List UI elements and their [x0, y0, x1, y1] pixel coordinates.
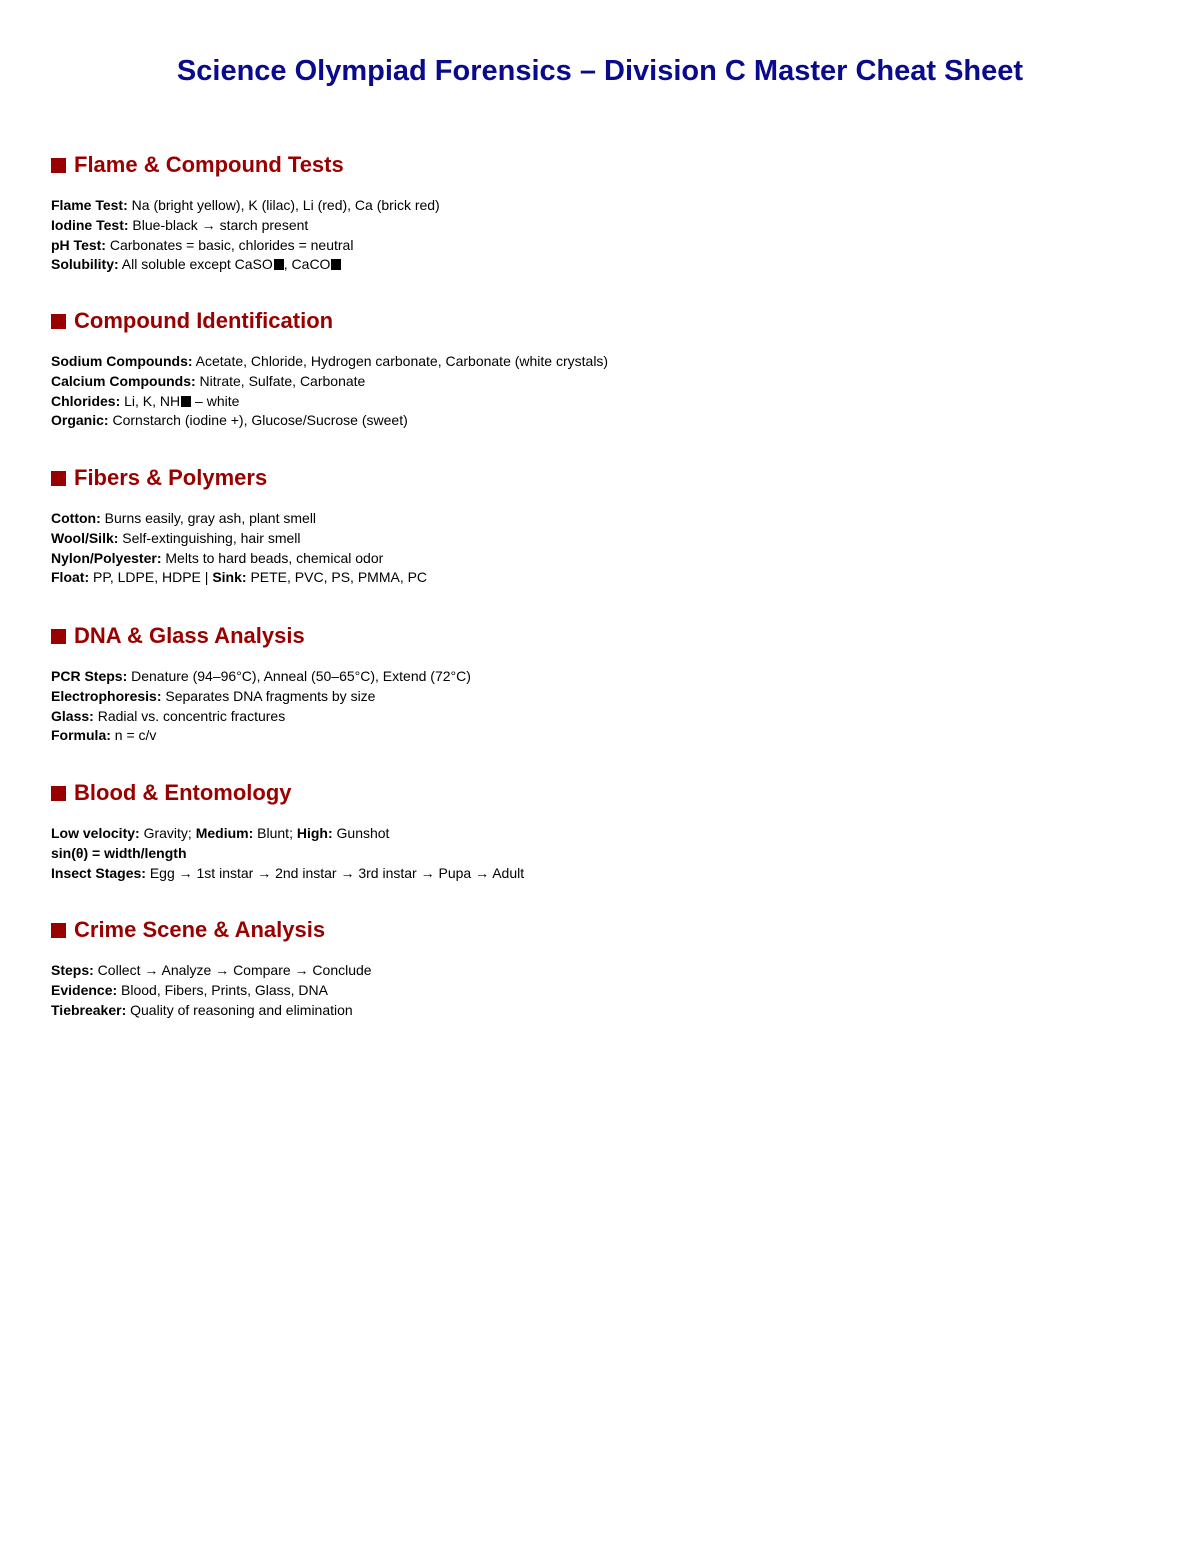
line-label: Iodine Test:	[51, 216, 129, 233]
content-line	[51, 509, 1151, 529]
line-text: Nitrate, Sulfate, Carbonate	[195, 372, 366, 389]
content-line	[51, 864, 1151, 884]
content-line	[51, 687, 1151, 707]
content-line	[51, 196, 1151, 216]
content-line	[51, 392, 1151, 412]
line-text: Gunshot	[332, 825, 390, 841]
line-label: Low velocity:	[51, 825, 140, 841]
content-line	[51, 667, 1151, 687]
square-bullet-icon	[51, 158, 66, 173]
line-text: Acetate, Chloride, Hydrogen carbonate, Carbonate (white crystals)	[192, 353, 609, 369]
line-text: – white	[191, 392, 240, 409]
line-text: PETE, PVC, PS, PMMA, PC	[246, 569, 428, 586]
line-text: All soluble except CaSO	[118, 256, 273, 273]
line-text: Li, K, NH	[120, 392, 181, 409]
line-text: n = c/v	[110, 727, 157, 744]
section-lines	[51, 667, 1151, 746]
content-line	[51, 352, 1151, 372]
square-bullet-icon	[51, 786, 66, 801]
line-label: High:	[296, 825, 333, 841]
content-line	[51, 568, 1151, 588]
content-line	[51, 216, 1151, 236]
content-line	[51, 961, 1151, 981]
line-text: Self-extinguishing, hair smell	[118, 529, 301, 546]
line-text: Na (bright yellow), K (lilac), Li (red), Ca (brick red)	[127, 197, 440, 213]
content-line	[51, 255, 1151, 275]
content-line	[51, 707, 1151, 727]
line-text: Separates DNA fragments by size	[161, 687, 376, 704]
line-label: Steps:	[51, 962, 94, 978]
line-text: Quality of reasoning and elimination	[126, 1001, 353, 1018]
line-label: Chlorides:	[51, 392, 121, 409]
section-heading-text: Flame & Compound Tests	[74, 152, 344, 177]
line-text: PP, LDPE, HDPE |	[89, 569, 213, 586]
section-heading	[51, 622, 1151, 650]
section-heading	[51, 151, 1151, 179]
line-text: , CaCO	[283, 256, 331, 273]
line-label: Tiebreaker:	[51, 1001, 127, 1018]
line-label: PCR Steps:	[51, 668, 128, 684]
line-text: Burns easily, gray ash, plant smell	[100, 510, 317, 526]
line-text: Cornstarch (iodine +), Glucose/Sucrose (sweet)	[108, 412, 408, 429]
line-label: Float:	[51, 569, 90, 586]
section-heading-text: Crime Scene & Analysis	[74, 917, 326, 942]
line-label: Solubility:	[51, 256, 119, 273]
content-line	[51, 844, 1151, 864]
line-label: Electrophoresis:	[51, 687, 162, 704]
line-text: Gravity;	[139, 825, 196, 841]
line-label: Sink:	[212, 569, 247, 586]
line-text: Blue-black → starch present	[128, 216, 309, 233]
content-line	[51, 1001, 1151, 1021]
line-label: Evidence:	[51, 981, 118, 998]
line-text: Radial vs. concentric fractures	[93, 707, 286, 724]
line-text: Egg → 1st instar → 2nd instar → 3rd instar → Pupa → Adult	[145, 864, 525, 881]
line-label: Medium:	[195, 825, 254, 841]
square-bullet-icon	[51, 629, 66, 644]
line-text: Blood, Fibers, Prints, Glass, DNA	[117, 981, 328, 998]
content-line	[51, 549, 1151, 569]
line-label: pH Test:	[51, 236, 106, 253]
line-label: Calcium Compounds:	[51, 372, 196, 389]
section-heading	[51, 916, 1151, 944]
square-bullet-icon	[51, 314, 66, 329]
square-bullet-icon	[51, 923, 66, 938]
line-text: Blunt;	[253, 825, 297, 841]
section-heading	[51, 307, 1151, 335]
section-fibers-polymers	[51, 464, 1151, 588]
section-lines	[51, 509, 1151, 588]
section-heading-text: Compound Identification	[74, 308, 334, 333]
missing-glyph-box-icon	[274, 259, 284, 270]
line-label: Wool/Silk:	[51, 529, 119, 546]
section-dna-glass-analysis	[51, 622, 1151, 746]
line-text: Carbonates = basic, chlorides = neutral	[105, 236, 354, 253]
line-text: Collect → Analyze → Compare → Conclude	[93, 962, 372, 978]
content-line	[51, 981, 1151, 1001]
content-line	[51, 372, 1151, 392]
line-text: Denature (94–96°C), Anneal (50–65°C), Extend (72°C)	[127, 668, 471, 684]
content-line	[51, 529, 1151, 549]
content-line	[51, 824, 1151, 844]
section-lines	[51, 824, 1151, 883]
section-lines	[51, 196, 1151, 275]
line-label: Glass:	[51, 707, 94, 724]
line-label: Formula:	[51, 727, 111, 744]
square-bullet-icon	[51, 471, 66, 486]
missing-glyph-box-icon	[181, 396, 191, 407]
line-label: Organic:	[51, 412, 109, 429]
content-line	[51, 236, 1151, 256]
section-lines	[51, 961, 1151, 1020]
section-compound-identification	[51, 307, 1151, 431]
content-line	[51, 726, 1151, 746]
section-flame-compound-tests	[51, 151, 1151, 275]
line-label: Sodium Compounds:	[51, 353, 193, 369]
content-line	[51, 411, 1151, 431]
line-label: Flame Test:	[51, 197, 128, 213]
section-heading	[51, 464, 1151, 492]
page-title: Science Olympiad Forensics – Division C Master Cheat Sheet	[176, 55, 1024, 87]
missing-glyph-box-icon	[331, 259, 341, 270]
section-heading-text: DNA & Glass Analysis	[74, 623, 305, 648]
section-lines	[51, 352, 1151, 431]
section-heading-text: Fibers & Polymers	[74, 465, 268, 490]
line-text: Melts to hard beads, chemical odor	[161, 549, 384, 566]
section-blood-entomology	[51, 779, 1151, 883]
line-label: sin(θ) = width/length	[51, 844, 187, 861]
section-heading	[51, 779, 1151, 807]
line-label: Nylon/Polyester:	[51, 549, 162, 566]
section-crime-scene-analysis	[51, 916, 1151, 1020]
section-heading-text: Blood & Entomology	[74, 780, 292, 805]
line-label: Insect Stages:	[51, 864, 146, 881]
line-label: Cotton:	[51, 510, 101, 526]
